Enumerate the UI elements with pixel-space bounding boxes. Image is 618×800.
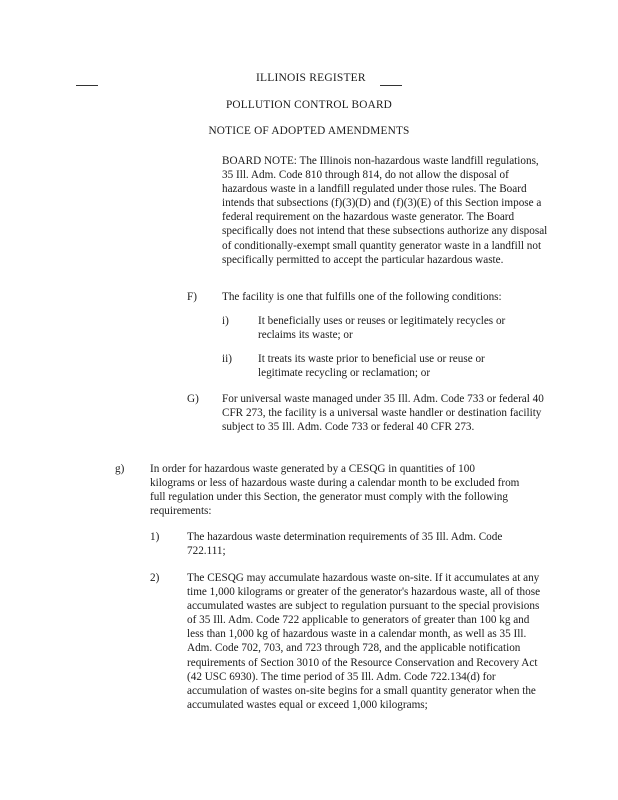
register-title: ILLINOIS REGISTER bbox=[256, 72, 366, 84]
agency-title: POLLUTION CONTROL BOARD bbox=[225, 99, 393, 111]
item-2-label: 2) bbox=[150, 572, 160, 584]
notice-title: NOTICE OF ADOPTED AMENDMENTS bbox=[208, 125, 410, 137]
item-F-i-label: i) bbox=[222, 315, 229, 327]
item-F-i-text: It beneficially uses or reuses or legitimately recycles or reclaims its waste; or bbox=[258, 315, 506, 342]
item-1-label: 1) bbox=[150, 531, 160, 543]
item-G-label: G) bbox=[187, 393, 199, 405]
item-g-text: In order for hazardous waste generated by a CESQG in quantities of 100 kilograms or less of hazardous waste during a calendar month to be excluded from full regulation under this Section, the generator must comply with the following requirements: bbox=[150, 463, 520, 518]
item-F-text: The facility is one that fulfills one of the following conditions: bbox=[222, 291, 502, 303]
item-F-ii-label: ii) bbox=[222, 353, 232, 365]
item-1-text: The hazardous waste determination requirements of 35 Ill. Adm. Code 722.111; bbox=[187, 531, 503, 558]
item-G-text: For universal waste managed under 35 Ill. Adm. Code 733 or federal 40 CFR 273, the facility is a universal waste handler or destination facility subject to 35 Ill. Adm. Code 733 or federal 40 CFR 273. bbox=[222, 393, 544, 434]
item-F-ii-text: It treats its waste prior to beneficial use or reuse or legitimate recycling or reclamation; or bbox=[258, 353, 485, 380]
item-F-label: F) bbox=[187, 291, 197, 303]
header-rule-right bbox=[380, 85, 402, 86]
item-2-text: The CESQG may accumulate hazardous waste on-site. If it accumulates at any time 1,000 kilograms or greater of the generator's hazardous waste, all of those accumulated wastes are subject to regulation pursuant to the special provisions of 35 Ill. Adm. Code 722 applicable to generators of greater than 100 kg and less than 1,000 kg of hazardous waste in a calendar month, as well as 35 Ill. Adm. Code 702, 703, and 723 through 728, and the applicable notification requirements of Section 3010 of the Resource Conservation and Recovery Act (42 USC 6930). The time period of 35 Ill. Adm. Code 722.134(d) for accumulation of wastes on-site begins for a small quantity generator when the accumulated wastes equal or exceed 1,000 kilograms; bbox=[187, 572, 541, 711]
header-rule-left bbox=[76, 85, 98, 86]
item-g-label: g) bbox=[115, 463, 125, 475]
board-note: BOARD NOTE: The Illinois non-hazardous waste landfill regulations, 35 Ill. Adm. Code 810 through 814, do not allow the disposal of hazardous waste in a landfill regulated under those rules. The Board intends that subsections (f)(3)(D) and (f)(3)(E) of this Section impose a federal requirement on the hazardous waste generator. The Board specifically does not intend that these subsections authorize any disposal of conditionally-exempt small quantity generator waste in a landfill not specifically permitted to accept the particular hazardous waste. bbox=[222, 155, 548, 266]
